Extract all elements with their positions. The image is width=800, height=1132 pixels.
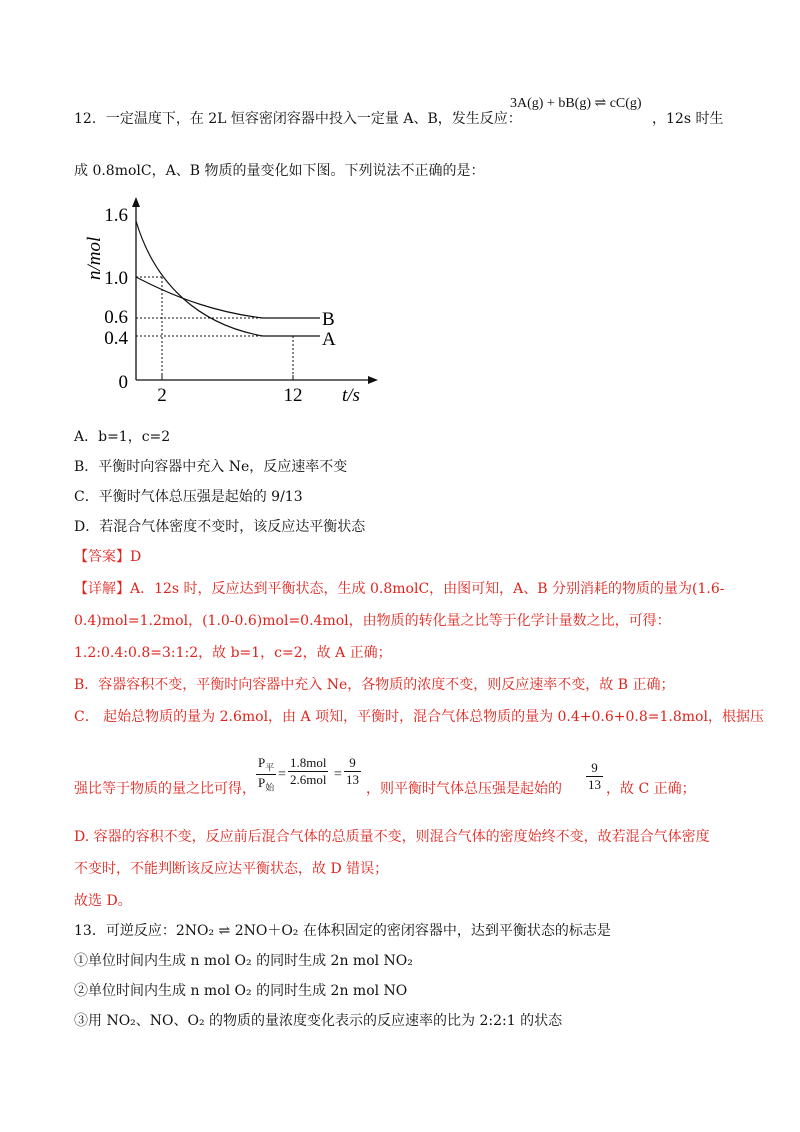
series-label-a: A [322, 329, 336, 350]
fraction-value: $\frac{9}{13}$ [346, 755, 359, 787]
explain-line-8: 不变时，不能判断该反应达平衡状态，故 D 错误； [74, 861, 389, 877]
explain-line-4: B．容器容积不变，平衡时向容器中充入 Ne，各物质的浓度不变，则反应速率不变，故 B 正确； [74, 677, 675, 693]
y-tick-1.0: 1.0 [104, 268, 128, 289]
fraction-pressure: $P_平$ $P_始$ [258, 755, 275, 793]
explain-line-6b: ，则平衡时气体总压强是起始的 [366, 781, 562, 797]
explain-line-1: 【详解】A．12s 时，反应达到平衡状态，生成 0.8molC，由图可知，A、B 分别消耗的物质的量为(1.6- [74, 581, 725, 597]
q12-equation: 3A(g) + bB(g) ⇌ cC(g) [510, 96, 642, 111]
x-tick-label-12: 12 [283, 385, 303, 406]
y-tick-0.4: 0.4 [104, 328, 128, 349]
explain-line-6a: 强比等于物质的量之比可得， [74, 781, 256, 797]
series-label-b: B [322, 309, 335, 330]
explain-line-7: D. 容器的容积不变，反应前后混合气体的总质量不变，则混合气体的密度始终不变，故若混合气体密度 [74, 829, 710, 845]
y-tick-0.6: 0.6 [104, 307, 128, 328]
fraction-mol: 1.8mol 2.6mol [290, 755, 327, 787]
answer: 【答案】D [74, 549, 142, 565]
q12-intro-b: ，12s 时生 [652, 111, 724, 127]
explain-line-6c: ，故 C 正确； [606, 781, 696, 797]
explain-line-2: 0.4)mol=1.2mol，(1.0-0.6)mol=0.4mol，由物质的转化量之比等于化学计量数之比，可得： [74, 613, 671, 629]
q13-item-1: ①单位时间内生成 n mol O₂ 的同时生成 2n mol NO₂ [74, 953, 413, 969]
explain-line-5: C． 起始总物质的量为 2.6mol，由 A 项知，平衡时，混合气体总物质的量为 0.4+0.6+0.8=1.8mol，根据压 [74, 709, 764, 725]
q13-item-2: ②单位时间内生成 n mol O₂ 的同时生成 2n mol NO [74, 983, 408, 999]
x-tick-label-2: 2 [157, 385, 167, 406]
explain-line-3: 1.2:0.4:0.8=3:1:2，故 b=1，c=2，故 A 正确； [74, 645, 392, 661]
option-a: A．b=1，c=2 [74, 429, 171, 445]
y-tick-1.6: 1.6 [104, 205, 128, 226]
q13-stem: 13．可逆反应：2NO₂ ⇌ 2NO＋O₂ 在体积固定的密闭容器中，达到平衡状态的标志是 [74, 923, 611, 939]
y-axis-label: n/mol [84, 236, 105, 280]
explain-line-9: 故选 D。 [74, 893, 132, 909]
fraction-value-2: $\frac{9}{13}$ [588, 760, 601, 792]
q13-item-3: ③用 NO₂、NO、O₂ 的物质的量浓度变化表示的反应速率的比为 2:2:1 的状态 [74, 1013, 563, 1029]
y-axis-arrow [132, 197, 140, 207]
curve-a [136, 221, 320, 336]
y-tick-0: 0 [118, 372, 128, 393]
equals-sign-2: = [334, 767, 342, 782]
option-c: C．平衡时气体总压强是起始的 9/13 [74, 489, 303, 505]
q12-intro-a: 12．一定温度下，在 2L 恒容密闭容器中投入一定量 A、B，发生反应： [74, 111, 522, 127]
x-axis-label: t/s [342, 385, 360, 406]
n-t-chart [80, 195, 390, 410]
equals-sign-1: = [278, 767, 286, 782]
q12-intro-c: 成 0.8molC，A、B 物质的量变化如下图。下列说法不正确的是： [74, 163, 485, 179]
curve-b [136, 277, 320, 318]
option-b: B．平衡时向容器中充入 Ne，反应速率不变 [74, 459, 348, 475]
option-d: D．若混合气体密度不变时，该反应达平衡状态 [74, 519, 366, 535]
x-axis-arrow [368, 376, 378, 384]
